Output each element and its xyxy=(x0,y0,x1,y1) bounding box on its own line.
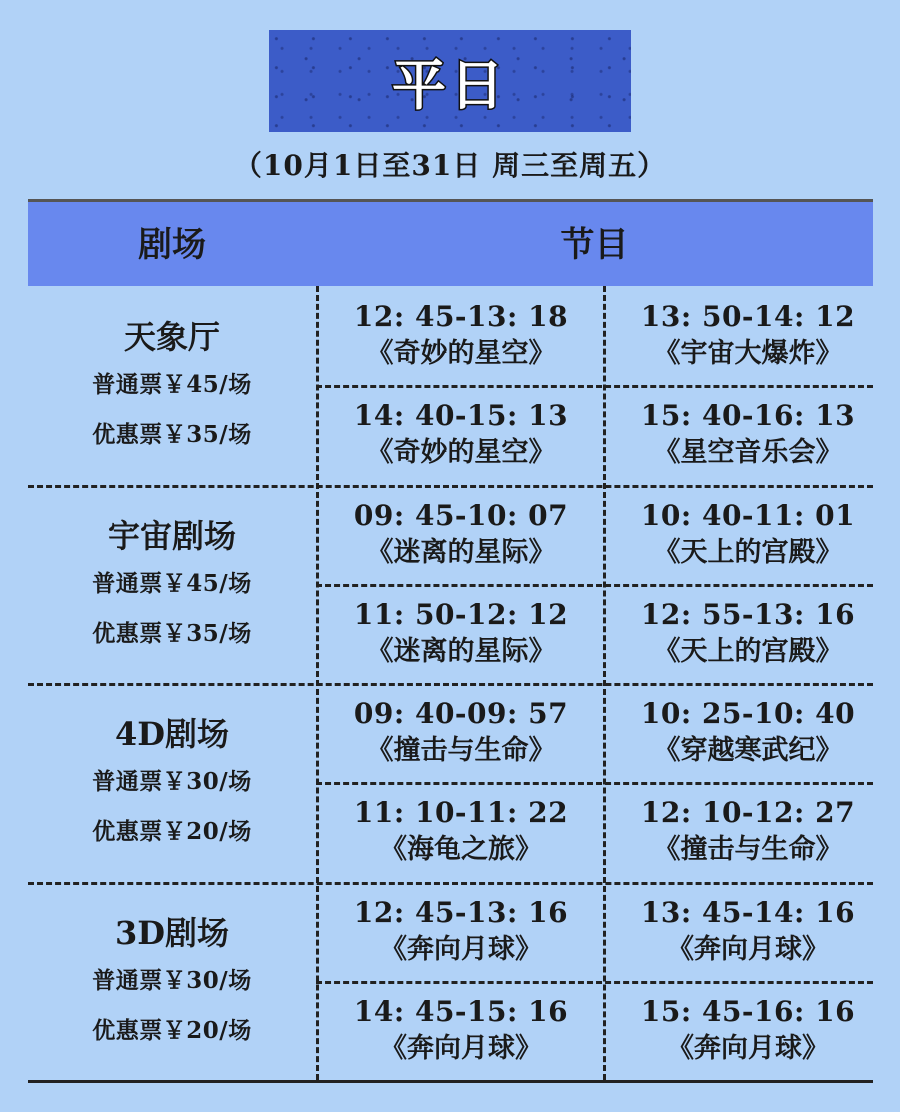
session-time: 10: 40-11: 01 xyxy=(640,498,856,532)
discount-price: 优惠票￥35/场 xyxy=(92,421,252,448)
session-cell xyxy=(605,695,891,769)
session-cell xyxy=(318,695,604,769)
theater-name: 3D剧场 xyxy=(114,913,230,952)
table-bottom-border xyxy=(28,1080,873,1083)
session-program: 《撞击与生命》 xyxy=(653,834,843,866)
session-program: 《迷离的星际》 xyxy=(366,536,556,568)
session-program: 《天上的宫殿》 xyxy=(653,635,843,667)
session-program: 《撞击与生命》 xyxy=(366,735,556,766)
discount-price: 优惠票￥35/场 xyxy=(92,619,252,647)
discount-price: 优惠票￥20/场 xyxy=(92,1016,252,1044)
session-time: 11: 50-12: 12 xyxy=(353,597,569,631)
theater-cell xyxy=(28,286,316,485)
theater-cell xyxy=(28,882,316,1081)
session-program: 《穿越寒武纪》 xyxy=(653,735,843,766)
session-cell xyxy=(318,397,604,471)
theater-name: 4D剧场 xyxy=(114,715,230,753)
session-time: 11: 10-11: 22 xyxy=(353,796,569,830)
column-divider xyxy=(603,286,606,1080)
session-program: 《奔向月球》 xyxy=(667,1032,829,1064)
discount-price: 优惠票￥20/场 xyxy=(92,818,252,845)
session-time: 14: 40-15: 13 xyxy=(353,399,569,433)
session-time: 12: 45-13: 16 xyxy=(353,895,569,929)
theater-cell xyxy=(28,683,316,882)
session-time: 09: 40-09: 57 xyxy=(353,697,569,730)
session-cell xyxy=(318,894,604,968)
session-cell xyxy=(605,993,891,1067)
session-time: 12: 55-13: 16 xyxy=(640,597,856,631)
theater-cell xyxy=(28,485,316,684)
session-time: 12: 10-12: 27 xyxy=(640,796,856,830)
header-program: 节目 xyxy=(560,225,629,265)
session-time: 12: 45-13: 18 xyxy=(353,300,569,333)
session-time: 10: 25-10: 40 xyxy=(640,697,856,730)
session-cell xyxy=(605,794,891,868)
session-cell xyxy=(318,993,604,1067)
session-cell xyxy=(605,497,891,571)
session-cell xyxy=(318,794,604,868)
row-divider xyxy=(316,981,873,984)
session-program: 《天上的宫殿》 xyxy=(653,536,843,568)
session-program: 《星空音乐会》 xyxy=(653,437,843,469)
theater-name: 天象厅 xyxy=(123,318,220,356)
session-program: 《奇妙的星空》 xyxy=(366,437,556,469)
session-program: 《奔向月球》 xyxy=(667,933,829,965)
regular-price: 普通票￥30/场 xyxy=(92,966,252,994)
regular-price: 普通票￥30/场 xyxy=(92,768,252,795)
column-divider xyxy=(316,286,319,1080)
session-cell xyxy=(605,894,891,968)
banner-title: 平日 xyxy=(392,53,508,117)
regular-price: 普通票￥45/场 xyxy=(92,371,252,398)
title-banner xyxy=(269,30,631,132)
regular-price: 普通票￥45/场 xyxy=(92,569,252,597)
session-program: 《奔向月球》 xyxy=(380,1032,542,1064)
session-cell xyxy=(605,397,891,471)
theater-name: 宇宙剧场 xyxy=(107,516,236,555)
header-theater: 剧场 xyxy=(138,225,206,265)
session-time: 13: 50-14: 12 xyxy=(640,300,856,333)
session-cell xyxy=(605,298,891,372)
session-cell xyxy=(318,298,604,372)
session-time: 15: 45-16: 16 xyxy=(640,994,856,1028)
date-range-subtitle: （10月1日至31日 周三至周五） xyxy=(233,149,667,182)
session-cell xyxy=(605,596,891,670)
row-divider xyxy=(316,385,873,388)
session-time: 13: 45-14: 16 xyxy=(640,895,856,929)
session-program: 《迷离的星际》 xyxy=(366,635,556,667)
session-time: 14: 45-15: 16 xyxy=(353,994,569,1028)
session-time: 15: 40-16: 13 xyxy=(640,399,856,433)
session-time: 09: 45-10: 07 xyxy=(353,498,569,532)
row-divider xyxy=(316,782,873,785)
session-program: 《奇妙的星空》 xyxy=(366,338,556,369)
session-program: 《宇宙大爆炸》 xyxy=(653,338,843,369)
session-program: 《奔向月球》 xyxy=(380,933,542,965)
row-divider xyxy=(316,584,873,587)
session-program: 《海龟之旅》 xyxy=(380,834,542,866)
session-cell xyxy=(318,497,604,571)
session-cell xyxy=(318,596,604,670)
table-header xyxy=(28,199,873,286)
